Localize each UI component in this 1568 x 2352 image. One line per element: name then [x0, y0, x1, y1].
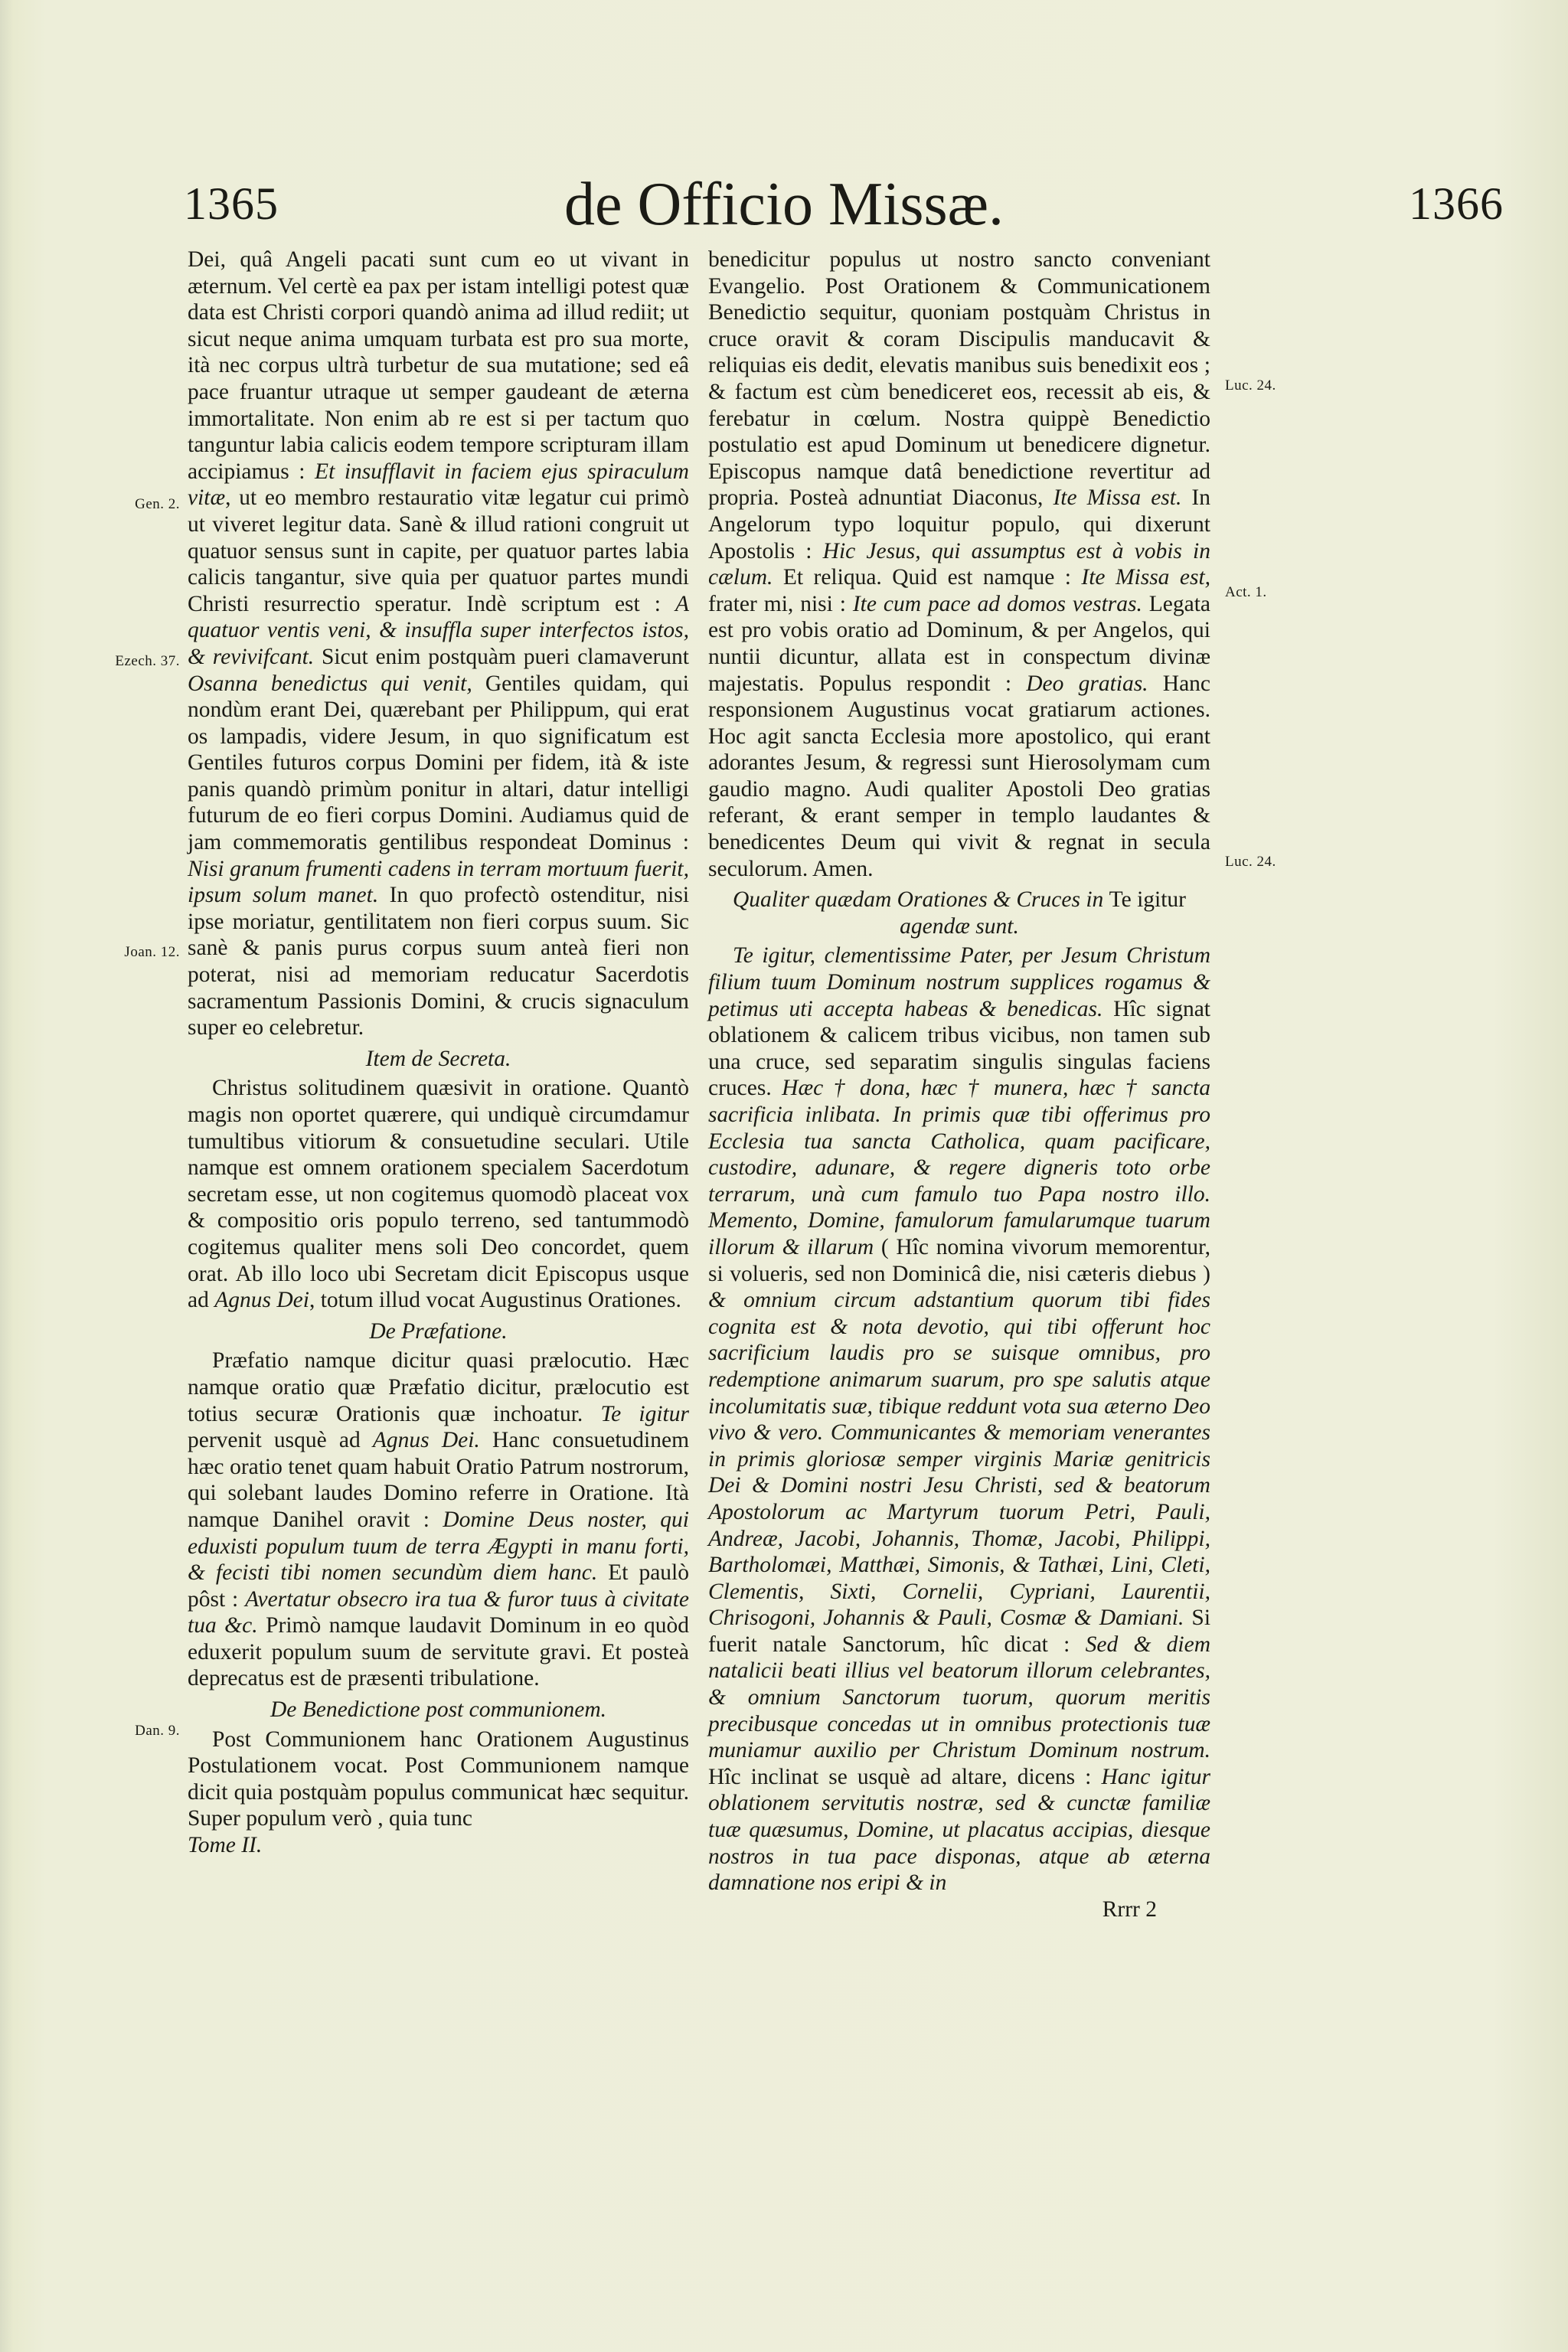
section-heading-benedictione: De Benedictione post communionem.: [270, 1697, 607, 1723]
paragraph: Præfatio namque dicitur quasi prælocutio. Hæc namque oratio quæ Præfatio dicitur, prælocutio est totius securæ Orationis quæ inchoatur. Te igitur pervenit usquè ad Agnus Dei. Hanc consuetudinem hæc oratio tenet quam habuit Oratio Patrum nostrorum, qui solebant laudes Domino referre in Oratione. Ità namque Danihel oravit : Domine Deus noster, qui eduxisti populum tuum de terra Ægypti in manu forti, & fecisti tibi nomen secundùm diem hanc. Et paulò pôst : Avertatur obsecro ira tua & furor tuus à civitate tua &c. Primò namque laudavit Dominum in eo quòd eduxerit populum suum de servitute gravi. Et posteà deprecatus est de præsenti tribulatione.: [188, 1348, 690, 1691]
paragraph: benedicitur populus ut nostro sancto conveniant Evangelio. Post Orationem & Communicationem Benedictio sequitur, quoniam postquàm Christus in cruce oravit & coram Discipulis manducavit & reliquias eis dedit, elevatis manibus suis benedixit eos ; & factum est cùm benediceret eos, recessit ab eis, & ferebatur in cœlum. Nostra quippè Benedictio postulatio est apud Dominum ut benedicere dignetur. Episcopus namque datâ benedictione revertitur ad propria. Posteà adnuntiat Diaconus, Ite Missa est. In Angelorum typo loquitur populo, qui dixerunt Apostolis : Hic Jesus, qui assumptus est à vobis in cælum. Et reliqua. Quid est namque : Ite Missa est, frater mi, nisi : Ite cum pace ad domos vestras. Legata est pro vobis oratio ad Dominum, & per Angelos, qui nuntii dicuntur, allata est in conspectum divinæ majestatis. Populus respondit : Deo gratias. Hanc responsionem Augustinus vocat gratiarum actiones. Hoc agit sancta Ecclesia more apostolico, qui erant adorantes Jesum, & regressi sunt Hierosolymam cum gaudio magno. Audi qualiter Apostoli Deo gratias referant, & erant semper in templo laudantes & benedicentes Deum qui vivit & regnat in secula seculorum. Amen.: [708, 247, 1211, 881]
margin-note-luc-2: Luc. 24.: [1225, 854, 1276, 870]
page-title: de Officio Missæ.: [564, 171, 1004, 238]
margin-note-dan: Dan. 9.: [135, 1723, 180, 1739]
page-number-right: 1366: [1409, 178, 1504, 229]
margin-note-joan: Joan. 12.: [124, 944, 180, 960]
signature-mark: Rrrr 2: [1102, 1896, 1157, 1922]
paragraph: Te igitur, clementissime Pater, per Jesum Christum filium tuum Dominum nostrum supplices rogamus & petimus uti accepta habeas & benedicas. Hîc signat oblationem & calicem tribus vicibus, non tamen sub una cruce, sed separatim singulis singulas faciens cruces. Hæc † dona, hæc † munera, hæc † sancta sacrificia inlibata. In primis quæ tibi offerimus pro Ecclesia tua sancta Catholica, quam pacificare, custodire, adunare, & regere digneris toto orbe terrarum, unà cum famulo tuo Papa nostro illo. Memento, Domine, famulorum famularumque tuarum illorum & illarum ( Hîc nomina vivorum memorentur, si volueris, sed non Dominicâ die, nisi cæteris diebus ) & omnium circum adstantium quorum tibi fides cognita est & nota devotio, qui tibi offerunt hoc sacrificium laudis pro se suisque omnibus, pro redemptione animarum suarum, pro spe salutis atque incolumitatis suæ, tibique reddunt vota sua æterno Deo vivo & vero. Communicantes & memoriam venerantes in primis gloriosæ semper virginis Mariæ genitricis Dei & Domini nostri Jesu Christi, sed & beatorum Apostolorum ac Martyrum tuorum Petri, Pauli, Andreæ, Jacobi, Johannis, Thomæ, Jacobi, Philippi, Bartholomæi, Matthæi, Simonis, & Tathæi, Lini, Cleti, Clementis, Sixti, Cornelii, Cypriani, Laurentii, Chrisogoni, Johannis & Pauli, Cosmæ & Damiani. Si fuerit natale Sanctorum, hîc dicat : Sed & diem natalicii beati illius vel beatorum illorum celebrantes, & omnium Sanctorum tuorum, quorum meritis precibusque concedas ut in omnibus protectionis tuæ muniamur auxilio per Christum Dominum nostrum. Hîc inclinat se usquè ad altare, dicens : Hanc igitur oblationem servitutis nostræ, sed & cunctæ familiæ tuæ quæsumus, Domine, ut placatus accipias, diesque nostros in tua pace disponas, atque ab æterna damnatione nos eripi & in: [708, 943, 1211, 1896]
margin-note-gen: Gen. 2.: [135, 496, 180, 512]
paragraph: Post Communionem hanc Orationem Augustinus Postulationem vocat. Post Communionem namque dicit quia postquàm populus communicat hæc sequitur. Super populum verò , quia tunc: [188, 1726, 689, 1831]
left-column: [188, 247, 689, 1859]
right-column: [708, 247, 1210, 1922]
section-heading-qualiter: Qualiter quædam Orationes & Cruces in Te igitur agendæ sunt.: [732, 887, 1186, 939]
paragraph: Christus solitudinem quæsivit in oratione. Quantò magis non oportet quærere, qui undiquè circumdamur tumultibus vitiorum & consuetudine seculari. Utile namque est omnem orationem specialem Sacerdotum secretam esse, ut non cogitemus quomodò placeat vox & compositio oris populo terreno, sed tantummodò cogitemus qualiter mens soli Deo concordet, quem orat. Ab illo loco ubi Secretam dicit Episcopus usque ad Agnus Dei, totum illud vocat Augustinus Orationes.: [188, 1076, 689, 1313]
paragraph: Dei, quâ Angeli pacati sunt cum eo ut vivant in æternum. Vel certè ea pax per istam intelligi potest quæ data est Christi corpori quandò anima ad illud rediit; ut sicut neque anima umquam turbata est pro sua morte, ità nec corpus ultrà turbetur de sua mutatione; sed eâ pace fruantur utraque ut semper gaudeant de æterna immortalitate. Non enim ab re est si per tactum quo tanguntur labia calicis eodem tempore scripturam illam accipiamus : Et insufflavit in faciem ejus spiraculum vitæ, ut eo membro restauratio vitæ legatur cui primò ut viveret legitur data. Sanè & illud rationi congruit ut quatuor sensus sunt in capite, per quatuor partes labia calicis tangantur, sive quia per quatuor partes mundi Christi resurrectio speratur. Indè scriptum est : A quatuor ventis veni, & insuffla super interfectos istos, & revivifcant. Sicut enim postquàm pueri clamaverunt Osanna benedictus qui venit, Gentiles quidam, qui nondùm erant Dei, quærebant per Philippum, qui erat os lampadis, videre Jesum, in quo significatum est Gentiles futuros corpus Domini per fidem, ità & iste panis quandò primùm ponitur in altari, datur intelligi futurum de eo fieri corpus Domini. Audiamus quid de jam commemoratis gentilibus respondeat Dominus : Nisi granum frumenti cadens in terram mortuum fuerit, ipsum solum manet. In quo profectò ostenditur, nisi ipse moriatur, gentilitatem non fieri corpus suum. Sic sanè & panis purus corpus suum anteà fieri non poterat, nisi ad memoriam reducatur Sacerdotis sacramentum Passionis Domini, & crucis signaculum super eo celebretur.: [188, 247, 690, 1040]
section-heading-praefatione: De Præfatione.: [369, 1318, 508, 1344]
margin-note-ezech: Ezech. 37.: [115, 653, 180, 669]
section-heading-secreta: Item de Secreta.: [365, 1046, 511, 1071]
page-number-left: 1365: [184, 178, 279, 229]
signature-mark: Tome II.: [188, 1833, 263, 1858]
margin-note-luc-1: Luc. 24.: [1225, 377, 1276, 394]
margin-note-act: Act. 1.: [1225, 584, 1267, 600]
